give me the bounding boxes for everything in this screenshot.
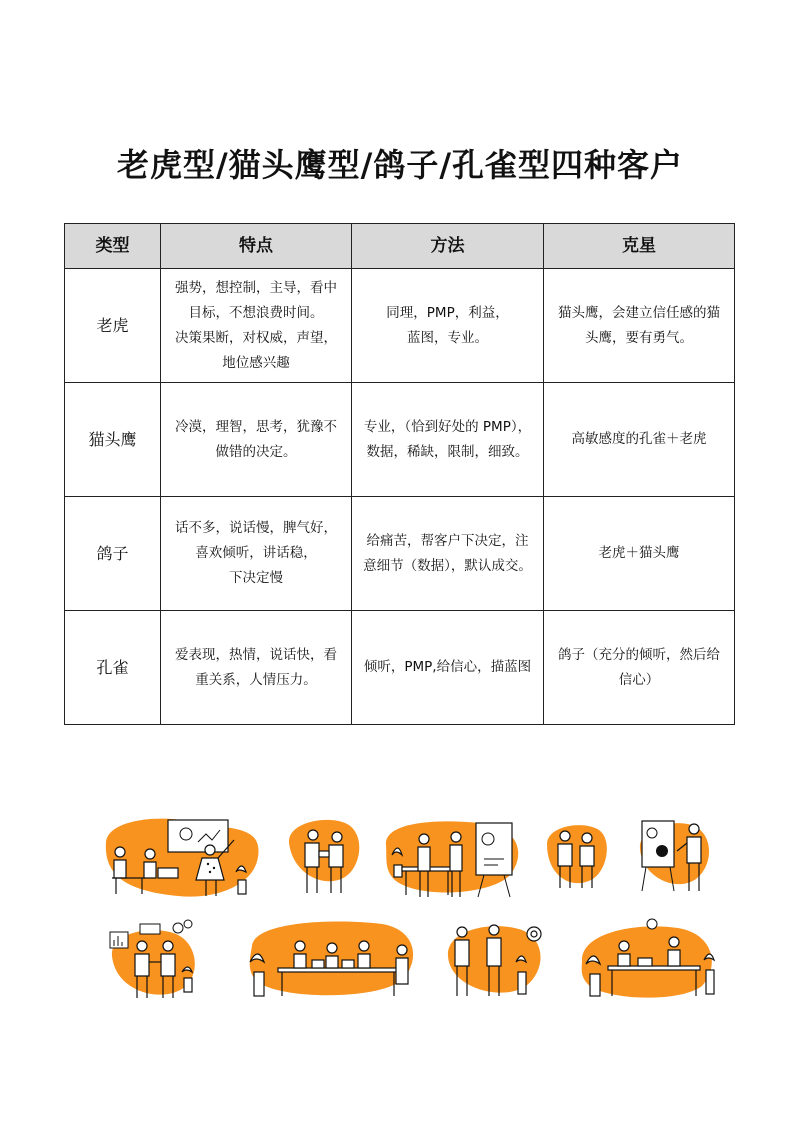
- type-cell: 孔雀: [65, 611, 161, 725]
- traits-line: 目标，不想浪费时间。: [188, 304, 324, 321]
- table-row: [65, 269, 735, 383]
- header-nemesis: 克星: [544, 224, 735, 269]
- type-cell: 老虎: [65, 269, 161, 383]
- type-cell: 鸽子: [65, 497, 161, 611]
- nemesis-line: 高敏感度的孔雀＋老虎: [571, 431, 707, 447]
- nemesis-line: 头鹰，要有勇气。: [585, 329, 693, 346]
- handshake-deal-illustration: [106, 916, 206, 1002]
- traits-line: 地位感兴趣: [222, 354, 290, 371]
- table-row: [65, 497, 735, 611]
- traits-cell: [161, 611, 352, 725]
- desk-meeting-illustration: [578, 916, 720, 1002]
- whiteboard-meeting-illustration: [380, 815, 528, 900]
- method-line: 数据，稀缺，限制，细致。: [366, 443, 529, 460]
- traits-cell: [161, 497, 352, 611]
- traits-line: 做错的决定。: [215, 443, 297, 460]
- nemesis-line: 猫头鹰，会建立信任感的猫: [558, 304, 720, 321]
- method-line: 同理，PMP，利益，: [386, 304, 509, 321]
- nemesis-cell: [544, 611, 735, 725]
- presenter-at-flipchart-illustration: [636, 815, 716, 895]
- method-line: 蓝图，专业。: [407, 329, 488, 346]
- header-traits: 特点: [161, 224, 352, 269]
- table-header-row: [65, 224, 735, 269]
- traits-line: 决策果断，对权威，声望，: [175, 329, 337, 346]
- team-standing-illustration: [442, 916, 548, 1000]
- traits-line: 冷漠，理智，思考，犹豫不: [175, 418, 337, 435]
- method-line: 意细节（数据），默认成交。: [363, 557, 532, 574]
- team-workspace-illustration: [242, 916, 420, 1000]
- header-method: 方法: [352, 224, 544, 269]
- traits-cell: [161, 383, 352, 497]
- header-type: 类型: [65, 224, 161, 269]
- traits-line: 喜欢倾听，讲话稳，: [195, 545, 317, 561]
- traits-line: 爱表现，热情，说话快，看: [175, 646, 337, 663]
- nemesis-cell: [544, 383, 735, 497]
- nemesis-line: 鸽子（充分的倾听，然后给: [558, 646, 720, 663]
- method-cell: [352, 383, 544, 497]
- table-row: [65, 611, 735, 725]
- nemesis-line: 老虎＋猫头鹰: [598, 545, 680, 561]
- method-line: 倾听，PMP,给信心，描蓝图: [363, 659, 532, 675]
- two-people-talking-illustration: [285, 815, 365, 897]
- traits-line: 话不多，说话慢，脾气好，: [175, 520, 337, 536]
- nemesis-cell: [544, 269, 735, 383]
- two-colleagues-chatting-illustration: [543, 820, 609, 892]
- method-line: 专业，（恰到好处的 PMP），: [363, 418, 532, 435]
- table-row: [65, 383, 735, 497]
- nemesis-cell: [544, 497, 735, 611]
- method-cell: [352, 611, 544, 725]
- page-title: 老虎型/猫头鹰型/鸽子/孔雀型四种客户: [116, 146, 684, 184]
- method-cell: [352, 269, 544, 383]
- method-cell: [352, 497, 544, 611]
- office-team-presentation-illustration: [98, 812, 266, 902]
- traits-line: 重关系，人情压力。: [195, 671, 317, 688]
- traits-line: 下决定慢: [229, 570, 283, 586]
- method-line: 给痛苦，帮客户下决定，注: [366, 532, 529, 549]
- type-cell: 猫头鹰: [65, 383, 161, 497]
- customer-types-table: [64, 223, 735, 725]
- traits-line: 强势，想控制，主导，看中: [175, 279, 337, 296]
- traits-cell: [161, 269, 352, 383]
- nemesis-line: 信心）: [618, 671, 660, 688]
